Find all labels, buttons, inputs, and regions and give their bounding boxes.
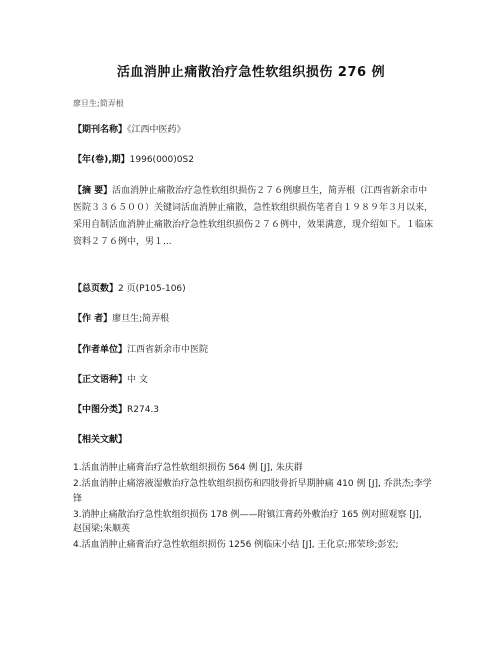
language-label: 【正文语种】 bbox=[73, 375, 128, 385]
classification-field bbox=[73, 402, 433, 419]
abstract-label: 【摘 要】 bbox=[73, 186, 113, 196]
language-field bbox=[73, 372, 433, 389]
abstract-field bbox=[73, 183, 433, 251]
pages-field bbox=[73, 281, 433, 298]
affiliation-value: 江西省新余市中医院 bbox=[127, 345, 209, 355]
reference-item[interactable]: 3.消肿止痛散治疗急性软组织损伤 178 例——附镇江膏药外敷治疗 165 例对照观察 [J], 赵国梁;朱顺英 bbox=[73, 509, 422, 534]
abstract-text: 活血消肿止痛散治疗急性软组织损伤２７６例廖旦生，简弄根（江西省新余市中医院３３６５００）关键词活血消肿止痛散，急性软组织损伤笔者自１９８９年３月以来，采用自制活血消肿止痛散治疗急性软组织损伤２７６例中，效果满意，现介绍如下。１临床资料２７６例中，男１... bbox=[73, 186, 434, 247]
related-label: 【相关文献】 bbox=[73, 435, 128, 445]
affiliation-field bbox=[73, 342, 433, 359]
author-value: 廖旦生;简弄根 bbox=[112, 314, 170, 324]
pages-label: 【总页数】 bbox=[73, 284, 119, 294]
page-title: 活血消肿止痛散治疗急性软组织损伤 276 例 bbox=[116, 65, 386, 80]
language-value: 中 文 bbox=[127, 375, 148, 385]
pages-value: 2 页(P105-106) bbox=[118, 284, 186, 294]
year-issue-field bbox=[73, 152, 433, 169]
reference-item[interactable]: 4.活血消肿止痛膏治疗急性软组织损伤 1256 例临床小结 [J], 王化京;邢荣珍;彭宏; bbox=[73, 540, 399, 550]
authors-line: 廖旦生;简弄根 bbox=[73, 99, 124, 108]
year-issue-label: 【年(卷),期】 bbox=[73, 155, 130, 165]
author-label: 【作 者】 bbox=[73, 314, 113, 324]
classification-value: R274.3 bbox=[127, 405, 160, 415]
journal-field bbox=[73, 122, 433, 139]
journal-value: 《江西中医药》 bbox=[127, 125, 186, 135]
reference-item[interactable]: 2.活血消肿止痛溶液湿敷治疗急性软组织损伤和四肢骨折早期肿痛 410 例 [J], 乔洪杰;李学锋 bbox=[73, 479, 432, 504]
reference-list bbox=[73, 461, 433, 554]
journal-label: 【期刊名称】 bbox=[73, 125, 128, 135]
year-issue-value: 1996(000)0S2 bbox=[129, 155, 194, 165]
classification-label: 【中图分类】 bbox=[73, 405, 128, 415]
author-field bbox=[73, 311, 433, 328]
affiliation-label: 【作者单位】 bbox=[73, 345, 128, 355]
reference-item[interactable]: 1.活血消肿止痛膏治疗急性软组织损伤 564 例 [J], 朱庆群 bbox=[73, 463, 303, 473]
related-field bbox=[73, 432, 433, 449]
